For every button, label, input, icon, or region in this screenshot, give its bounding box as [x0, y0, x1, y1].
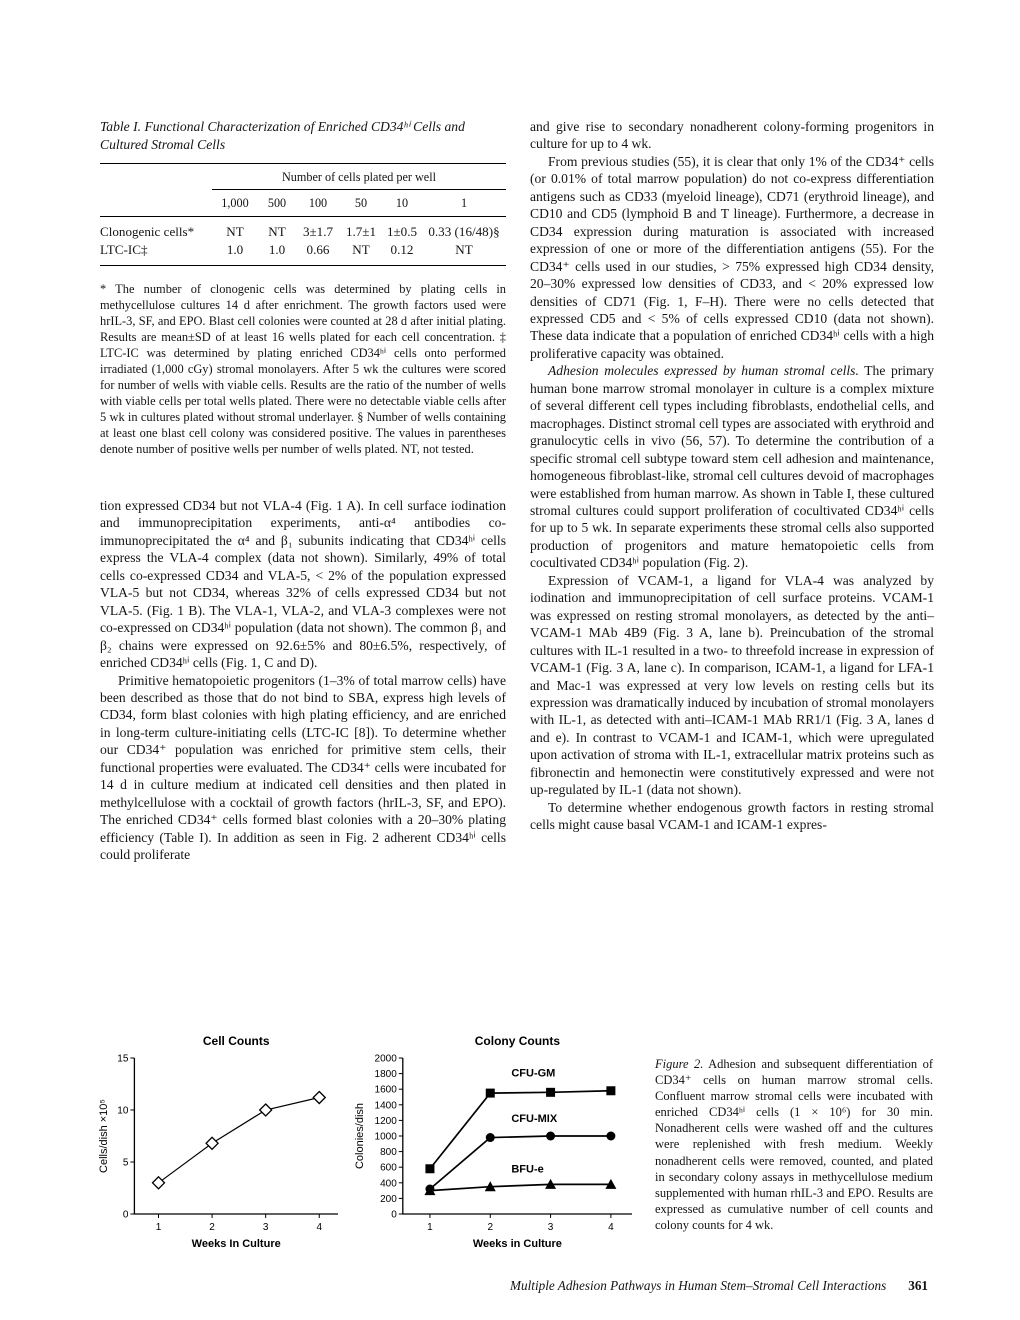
diamond-marker — [153, 1177, 165, 1189]
diamond-marker — [206, 1137, 218, 1149]
x-axis-label: Weeks In Culture — [191, 1238, 281, 1250]
y-tick-label: 2000 — [374, 1053, 397, 1065]
table-1-column-header: 10 — [395, 196, 409, 210]
y-axis-label: Cells/dish ×10⁵ — [98, 1099, 110, 1173]
table-cell: 3±1.7 — [302, 224, 334, 239]
y-tick-label: 1800 — [374, 1069, 397, 1081]
series-line — [430, 1091, 611, 1169]
table-1-column-header: 1 — [460, 196, 468, 210]
table-cell: 1.7±1 — [345, 224, 377, 239]
paragraph: From previous studies (55), it is clear that only 1% of the CD34⁺ cells (or 0.01% of total marrow population) do not co-express differentiation antigens such as CD33 (myeloid lineage), CD71 (erythroid lineage), and CD10 and CD5 (lymphoid B and T lineage). Furthermore, a decrease in CD34 expression during maturation is associated with increased expression of one or more of the differentiation antigens (55). For the CD34⁺ cells used in our studies, > 75% expressed high CD34 density, 20–30% expressed low densities of CD33, and < 20% expressed low densities of CD71 (Fig. 1, F–H). There were no cells detected that expressed CD5 and < 5% of cells expressed CD10 (data not shown). These data indicate that a population of enriched CD34ʰⁱ cells with a high proliferative capacity was obtained. — [530, 153, 934, 361]
x-tick-label: 2 — [487, 1222, 494, 1233]
series-line — [430, 1136, 611, 1189]
table-cell: 0.33 (16/48)§ — [428, 224, 500, 239]
section-runin-heading: Adhesion molecules expressed by human stromal cells. — [548, 363, 859, 379]
table-1-header-empty — [100, 194, 212, 212]
y-tick-label: 600 — [380, 1162, 397, 1174]
y-tick-label: 5 — [122, 1157, 129, 1169]
y-tick-label: 1400 — [374, 1100, 397, 1112]
series-CFU-MIX — [425, 1113, 615, 1194]
y-tick-label: 1200 — [374, 1115, 397, 1127]
table-row-label: Clonogenic cells* — [100, 224, 195, 239]
x-tick-label: 1 — [427, 1222, 433, 1233]
table-row — [100, 223, 506, 241]
table-row-label: LTC-IC‡ — [100, 242, 148, 257]
paragraph: To determine whether endogenous growth factors in resting stromal cells might cause basal VCAM-1 and ICAM-1 expres- — [530, 799, 934, 833]
cell-counts-chart — [96, 1030, 352, 1262]
table-row — [100, 241, 506, 259]
x-tick-label: 3 — [547, 1222, 554, 1233]
y-tick-label: 200 — [380, 1193, 397, 1205]
table-1-column-header: 50 — [354, 196, 368, 210]
table-1-body — [100, 217, 506, 266]
diamond-marker — [313, 1092, 325, 1104]
table-cell: 1±0.5 — [386, 224, 418, 239]
chart-title: Cell Counts — [202, 1034, 270, 1048]
y-tick-label: 0 — [391, 1209, 397, 1221]
circle-marker — [546, 1132, 555, 1141]
paragraph: Expression of VCAM-1, a ligand for VLA-4 was analyzed by iodination and immunoprecipitation of cell surface proteins. VCAM-1 was expressed on resting stromal monolayers, as detected by the anti–VCAM-1 MAb 4B9 (Fig. 3 A, lane b). Preincubation of the stromal cultures with IL-1 resulted in a two- to threefold increase in expression of VCAM-1 (Fig. 3 A, lane c). In comparison, ICAM-1, a ligand for LFA-1 and Mac-1 was expressed at very low levels on resting cells but its expression was dramatically induced by incubation of stromal monolayers with IL-1, as detected with anti–ICAM-1 MAb RR1/1 (Fig. 3 A, lanes d and e). In contrast to VCAM-1 and ICAM-1, which were upregulated upon activation of stroma with IL-1, extracellular matrix proteins such as fibronectin and hemonectin were constitutively expressed and were not up-regulated by IL-1 (data not shown). — [530, 572, 934, 798]
table-cell: NT — [226, 224, 244, 239]
x-tick-label: 2 — [209, 1222, 215, 1233]
table-1-spanner: Number of cells plated per well — [212, 170, 506, 190]
series-inline-label: BFU-e — [511, 1163, 544, 1176]
series-inline-label: CFU-MIX — [511, 1112, 558, 1125]
table-cell: 0.66 — [306, 242, 330, 257]
paragraph: Primitive hematopoietic progenitors (1–3% of total marrow cells) have been described as those that do not bind to SBA, express high levels of CD34, form blast colonies with high plating efficiency, and are enriched in long-term culture-initiating cells (LTC-IC [8]). To determine whether our CD34⁺ population was enriched for primitive stem cells, their functional properties were evaluated. The CD34⁺ cells were incubated for 14 d in culture medium at indicated cell densities and then plated in methylcellulose with a cocktail of growth factors (hrIL-3, SF, and EPO). The enriched CD34⁺ cells formed blast colonies with a 20–30% plating efficiency (Table I). In addition as seen in Fig. 2 adherent CD34ʰⁱ cells could proliferate — [100, 672, 506, 863]
series-Adherent cell counts — [153, 1092, 326, 1189]
table-1-spacer — [100, 170, 212, 190]
axis — [134, 1058, 338, 1214]
square-marker — [425, 1164, 434, 1173]
square-marker — [546, 1088, 555, 1097]
table-1-column-header: 1,000 — [221, 196, 249, 210]
square-marker — [486, 1089, 495, 1098]
paragraph — [530, 362, 934, 571]
table-1-column-header: 500 — [267, 196, 287, 210]
table-cell: NT — [455, 242, 473, 257]
x-tick-label: 4 — [608, 1222, 614, 1233]
table-1-caption: Table I. Functional Characterization of Enriched CD34ʰⁱ Cells and Cultured Stromal Cells — [100, 119, 465, 152]
left-column-text — [100, 497, 506, 864]
table-1-header-spanner-row — [100, 163, 506, 190]
circle-marker — [606, 1132, 615, 1141]
square-marker — [606, 1086, 615, 1095]
x-axis-label: Weeks in Culture — [472, 1238, 562, 1250]
paragraph: tion expressed CD34 but not VLA-4 (Fig. 1 A). In cell surface iodination and immunoprecipitation experiments, anti-α⁴ antibodies co-immunoprecipitated the α⁴ and β₁ subunits indicating that CD34ʰⁱ cells express the VLA-4 complex (data not shown). Similarly, 49% of total cells co-expressed CD34 and VLA-5, < 2% of the population expressed VLA-5 but not CD34, whereas 32% of cells expressed CD34 but not VLA-5. (Fig. 1 B). The VLA-1, VLA-2, and VLA-3 complexes were not co-expressed on CD34ʰⁱ population (data not shown). The common β₁ and β₂ chains were expressed on 92.6±5% and 80±6.5%, respectively, of enriched CD34ʰⁱ cells (Fig. 1, C and D). — [100, 498, 506, 671]
page-footer — [510, 1278, 928, 1294]
series-line — [159, 1098, 320, 1183]
series-inline-label: CFU-GM — [511, 1067, 556, 1080]
footer-page-number: 361 — [908, 1278, 928, 1293]
left-column — [100, 118, 506, 864]
circle-marker — [486, 1133, 495, 1142]
y-axis-label: Colonies/dish — [354, 1102, 366, 1170]
series-line — [430, 1184, 611, 1190]
table-1-column-header: 100 — [308, 196, 328, 210]
figure-2-label: Figure 2. — [655, 1057, 704, 1071]
diamond-marker — [260, 1104, 272, 1116]
y-tick-label: 15 — [117, 1053, 129, 1065]
colony-counts-chart — [352, 1030, 646, 1262]
table-1 — [100, 118, 506, 457]
right-column — [530, 118, 934, 834]
y-tick-label: 10 — [117, 1105, 129, 1117]
table-cell: NT — [268, 224, 286, 239]
paragraph: and give rise to secondary nonadherent colony-forming progenitors in culture for up to 4 wk. — [530, 119, 934, 152]
table-cell: 1.0 — [226, 242, 244, 257]
y-tick-label: 400 — [380, 1178, 397, 1190]
table-cell: 1.0 — [268, 242, 286, 257]
table-1-column-headers — [100, 190, 506, 217]
y-tick-label: 0 — [122, 1209, 129, 1221]
x-tick-label: 1 — [155, 1222, 162, 1233]
footer-running-title: Multiple Adhesion Pathways in Human Stem–Stromal Cell Interactions — [510, 1278, 887, 1293]
chart-title: Colony Counts — [474, 1034, 561, 1048]
table-cell: 0.12 — [390, 242, 414, 257]
x-tick-label: 3 — [262, 1222, 269, 1233]
figure-2-caption — [655, 1056, 933, 1233]
x-tick-label: 4 — [316, 1222, 323, 1233]
table-1-footnote: * The number of clonogenic cells was determined by plating cells in methycellulose cultures 14 d after enrichment. The growth factors used were hrIL-3, SF, and EPO. Blast cell colonies were counted at 28 d after initial plating. Results are mean±SD of at least 16 wells plated for each cell concentration. ‡ LTC-IC was determined by plating enriched CD34ʰⁱ cells onto performed irradiated (1,000 cGy) stromal monolayers. After 5 wk the cultures were scored for number of wells with viable cells. Results are the ratio of the number of wells with viable cells per total wells plated. There were no detectable viable cells after 5 wk in cultures plated without stromal underlayer. § Number of wells containing at least one blast cell colony was considered positive. The values in parentheses denote number of positive wells per number of wells plated. NT, not tested. — [100, 282, 506, 456]
figure-2-caption-text: Adhesion and subsequent differentiation of CD34⁺ cells on human marrow stromal cells. Confluent marrow stromal cells were incubated with enriched CD34ʰⁱ cells (1 × 10⁶) for 30 min. Nonadherent cells were washed off and the cultures were replenished with fresh medium. Weekly nonadherent cells were removed, counted, and plated in secondary colony assays in methycellulose medium supplemented with human rhIL-3 and EPO. Results are expressed as cumulative number of cell counts and colony counts for 4 wk. — [655, 1057, 933, 1232]
y-tick-label: 1600 — [374, 1084, 397, 1096]
y-tick-label: 1000 — [374, 1131, 397, 1143]
table-cell: NT — [352, 242, 370, 257]
paragraph-text: The primary human bone marrow stromal monolayer in culture is a complex mixture of several different cell types including fibroblasts, endothelial cells, and macrophages. Distinct stromal cell types are associated with erythroid and granulocytic cells in vivo (56, 57). To determine the contribution of a specific stromal cell subtype toward stem cell adhesion and maintenance, homogeneous fibroblast-like, stromal cell cultures devoid of macrophages were established from human marrow. As shown in Table I, these cultured stromal cultures could support proliferation of cocultivated CD34ʰⁱ cells for up to 5 wk. In separate experiments these stromal cells also supported production of progenitors and mature hematopoietic cells from cocultivated CD34ʰⁱ population (Fig. 2). — [530, 363, 934, 571]
y-tick-label: 800 — [380, 1147, 397, 1159]
